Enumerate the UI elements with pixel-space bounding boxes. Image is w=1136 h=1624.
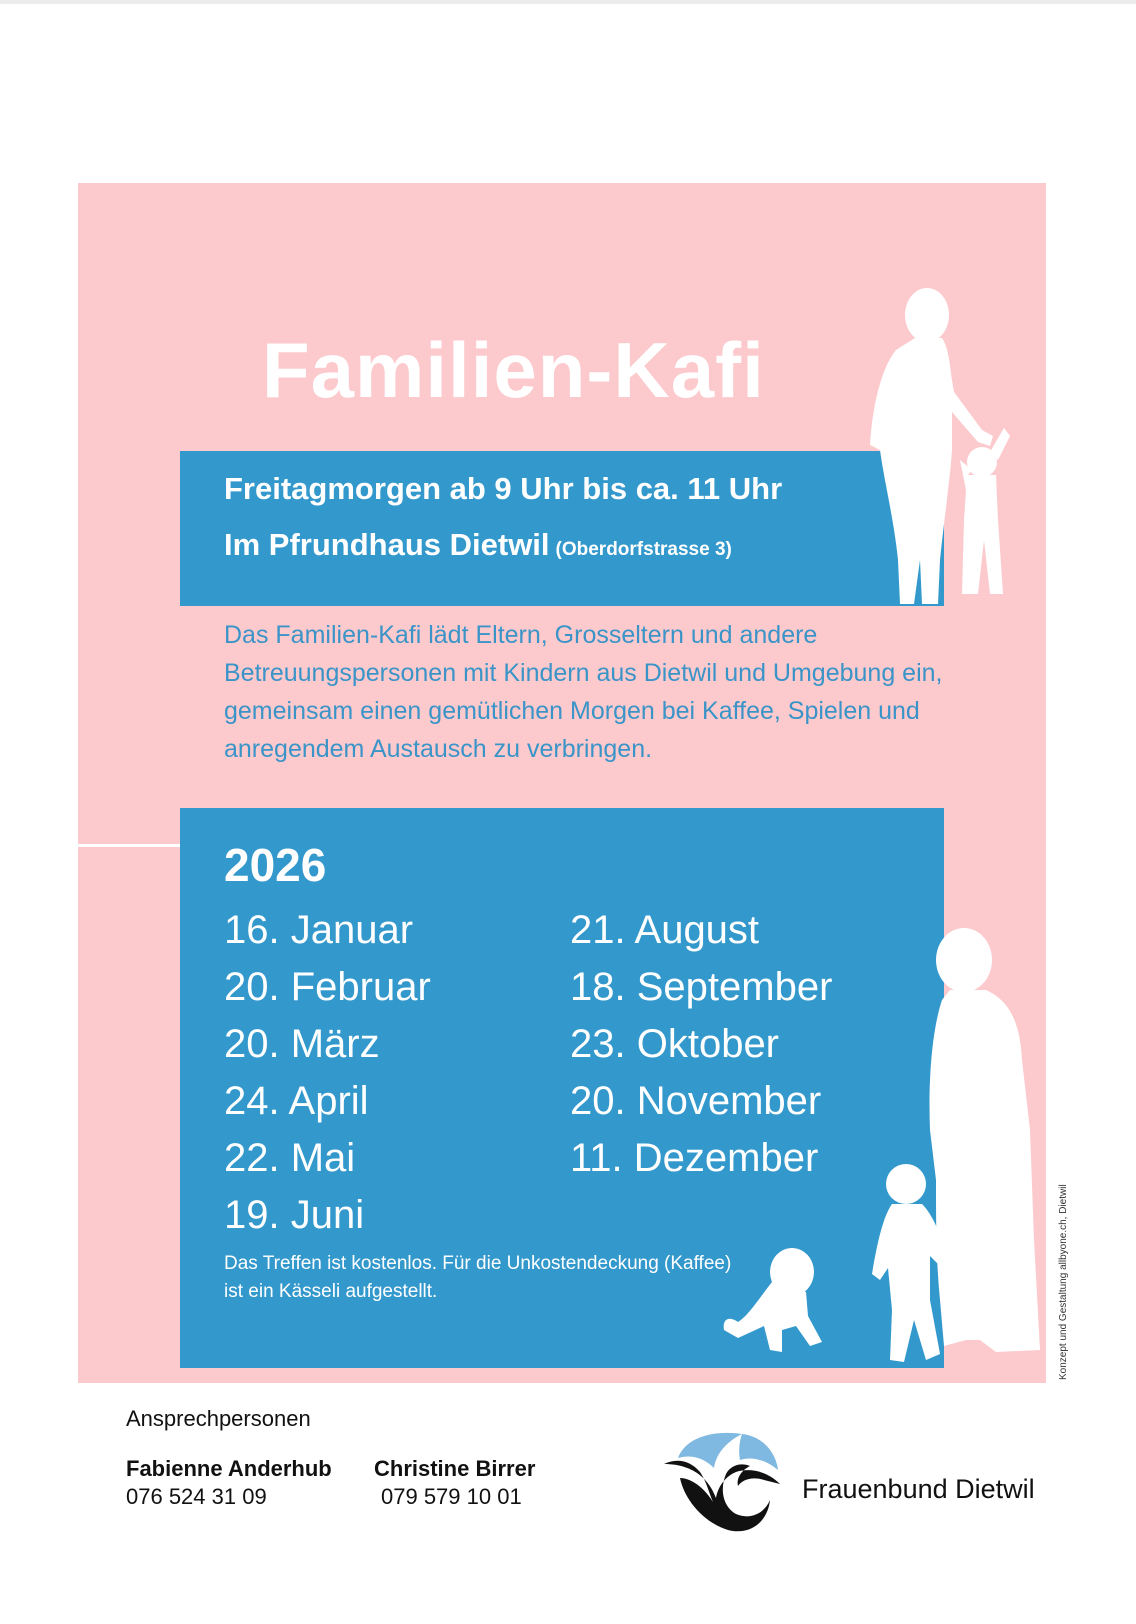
- date-item: 21. August: [570, 908, 760, 952]
- description-text: Das Familien-Kafi lädt Eltern, Grosseltern und andere Betreuungspersonen mit Kindern aus Dietwil und Umgebung ein, gemeinsam einen gemütlichen Morgen bei Kaffee, Spielen und anregendem Austausch zu verbringen.: [224, 621, 943, 763]
- frauenbund-logo-icon: [656, 1428, 786, 1540]
- date-item: 20. November: [570, 1079, 822, 1123]
- location-address: (Oberdorfstrasse 3): [555, 539, 732, 560]
- contact-name: Fabienne Anderhub: [126, 1456, 332, 1481]
- poster-title: Familien-Kafi: [262, 326, 765, 414]
- design-credit: Konzept und Gestaltung allbyone.ch, Dietwil: [1058, 1184, 1069, 1380]
- contact-name: Christine Birrer: [374, 1456, 536, 1481]
- time-info: Freitagmorgen ab 9 Uhr bis ca. 11 Uhr: [224, 471, 783, 506]
- date-item: 19. Juni: [224, 1193, 365, 1237]
- contact-person: [126, 1455, 332, 1511]
- parent-children-silhouette: [872, 928, 1040, 1362]
- mother-child-silhouette: [870, 288, 1010, 604]
- date-item: 11. Dezember: [570, 1136, 819, 1180]
- contact-phone: 076 524 31 09: [126, 1484, 267, 1509]
- schedule-year: 2026: [224, 839, 327, 891]
- date-item: 22. Mai: [224, 1136, 356, 1180]
- cost-note: Das Treffen ist kostenlos. Für die Unkostendeckung (Kaffee) ist ein Kässeli aufgestellt.: [224, 1253, 732, 1302]
- contact-person: [374, 1455, 535, 1511]
- date-item: 20. Februar: [224, 965, 431, 1009]
- contact-phone: 079 579 10 01: [381, 1484, 522, 1509]
- crawling-baby-silhouette: [724, 1248, 822, 1352]
- date-item: 24. April: [224, 1079, 369, 1123]
- date-item: 23. Oktober: [570, 1022, 780, 1066]
- location-name: Im Pfrundhaus Dietwil: [224, 527, 550, 562]
- organization-name: Frauenbund Dietwil: [802, 1474, 1035, 1504]
- date-item: 20. März: [224, 1022, 380, 1066]
- date-item: 16. Januar: [224, 908, 414, 952]
- contacts-heading: Ansprechpersonen: [126, 1406, 311, 1431]
- date-item: 18. September: [570, 965, 833, 1009]
